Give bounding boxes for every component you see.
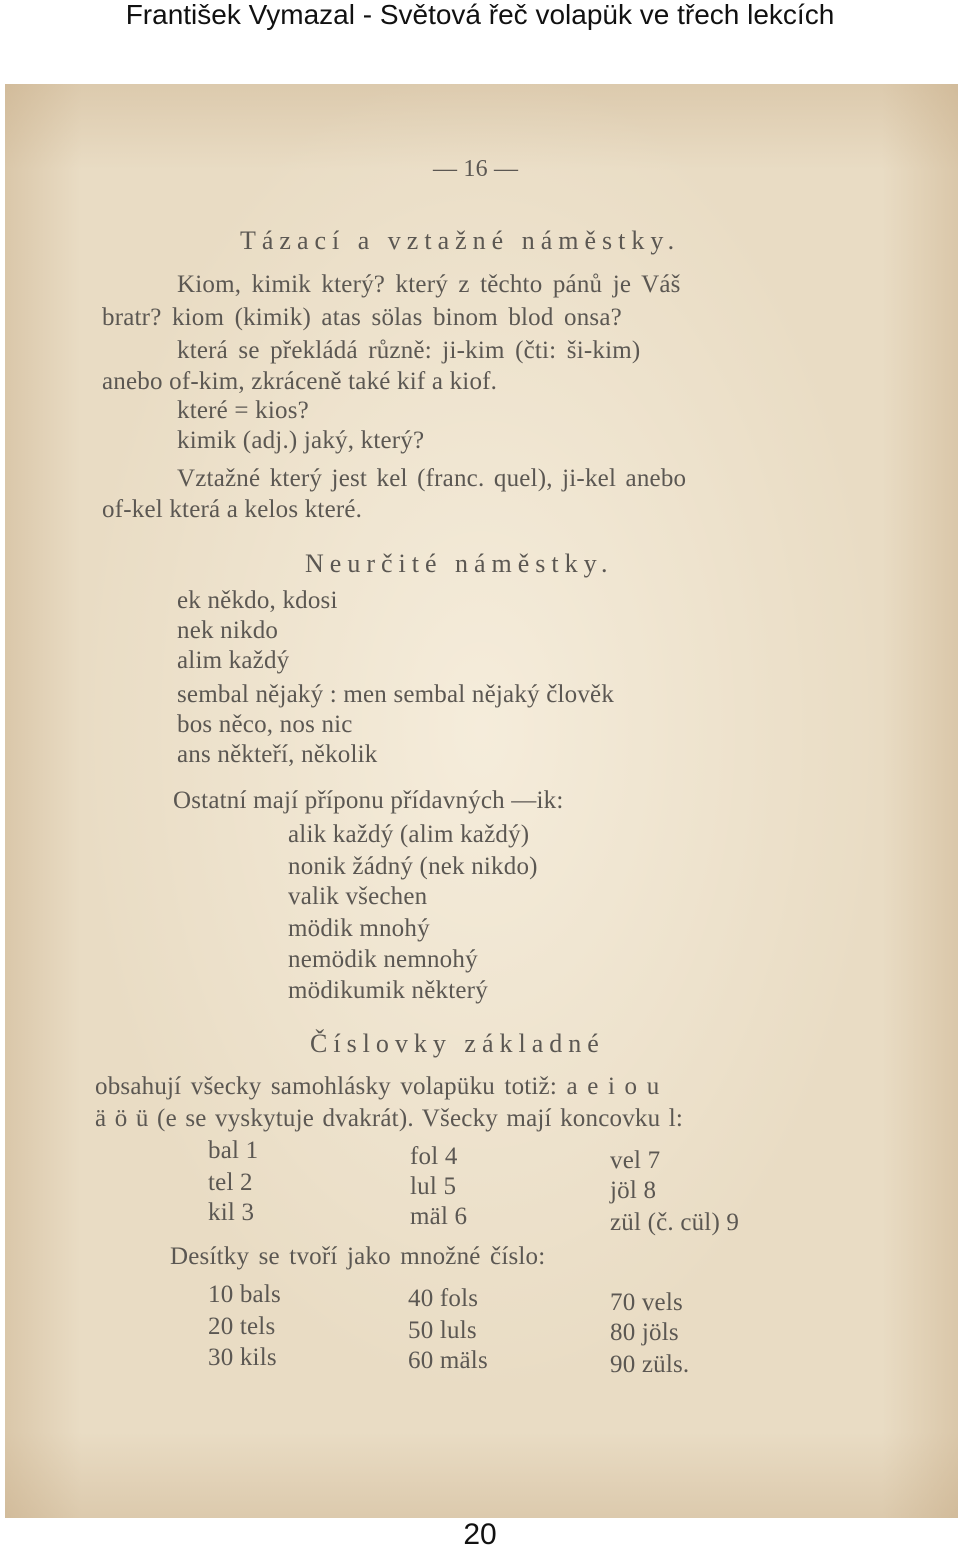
text-line: Kiom, kimik který? který z těchto pánů je Váš	[177, 271, 681, 298]
text-line: která se překládá různě: ji-kim (čti: ši-kim)	[177, 337, 641, 364]
tens-cell: 30 kils	[208, 1344, 277, 1371]
text-line: of-kel která a kelos které.	[102, 496, 363, 523]
tens-cell: 90 züls.	[610, 1351, 690, 1378]
text-line: Ostatní mají příponu přídavných —ik:	[173, 787, 564, 814]
text-line: nemödik nemnohý	[288, 946, 478, 973]
numeral-cell: lul 5	[410, 1173, 457, 1200]
text-line: alim každý	[177, 647, 290, 674]
text-line: kimik (adj.) jaký, který?	[177, 427, 425, 454]
text-line: které = kios?	[177, 397, 309, 424]
numeral-cell: jöl 8	[610, 1177, 657, 1204]
tens-cell: 60 mäls	[408, 1347, 488, 1374]
text-line: nek nikdo	[177, 617, 279, 644]
text-line: nonik žádný (nek nikdo)	[288, 853, 538, 880]
document-title: František Vymazal - Světová řeč volapük ve třech lekcích	[125, 0, 835, 30]
numeral-cell: fol 4	[410, 1143, 458, 1170]
text-line: bratr? kiom (kimik) atas sölas binom blod onsa?	[102, 304, 622, 331]
numeral-cell: kil 3	[208, 1199, 255, 1226]
text-line: alik každý (alim každý)	[288, 821, 530, 848]
scan-page-number: — 16 —	[433, 156, 519, 182]
text-line: ä ö ü (e se vyskytuje dvakrát). Všecky mají koncovku l:	[95, 1105, 684, 1132]
numeral-cell: bal 1	[208, 1137, 259, 1164]
heading-interrogative-pronouns: Tázací a vztažné náměstky.	[240, 226, 681, 255]
tens-cell: 70 vels	[610, 1289, 683, 1316]
text-line: valik všechen	[288, 883, 428, 910]
text-line: Desítky se tvoří jako množné číslo:	[170, 1243, 546, 1270]
numeral-cell: vel 7	[610, 1147, 661, 1174]
tens-cell: 50 luls	[408, 1317, 477, 1344]
page-number: 20	[463, 1518, 497, 1551]
numeral-cell: tel 2	[208, 1169, 253, 1196]
heading-indefinite-pronouns: Neurčité náměstky.	[305, 549, 614, 578]
tens-cell: 80 jöls	[610, 1319, 679, 1346]
text-line: ans někteří, několik	[177, 741, 378, 768]
tens-cell: 20 tels	[208, 1313, 276, 1340]
text-line: sembal nějaký : men sembal nějaký člověk	[177, 681, 615, 708]
text-line: mödik mnohý	[288, 915, 430, 942]
text-line: Vztažné který jest kel (franc. quel), ji-kel anebo	[177, 465, 687, 492]
numeral-cell: mäl 6	[410, 1203, 468, 1230]
text-line: anebo of-kim, zkráceně také kif a kiof.	[102, 368, 498, 395]
text-line: bos něco, nos nic	[177, 711, 353, 738]
text-line: mödikumik některý	[288, 977, 488, 1004]
numeral-cell: zül (č. cül) 9	[610, 1209, 740, 1236]
text-line: obsahují všecky samohlásky volapüku totiž: a e i o u	[95, 1073, 660, 1100]
heading-cardinal-numbers: Číslovky základné	[310, 1029, 605, 1058]
text-line: ek někdo, kdosi	[177, 587, 338, 614]
tens-cell: 10 bals	[208, 1281, 281, 1308]
scanned-page	[5, 84, 958, 1518]
tens-cell: 40 fols	[408, 1285, 479, 1312]
